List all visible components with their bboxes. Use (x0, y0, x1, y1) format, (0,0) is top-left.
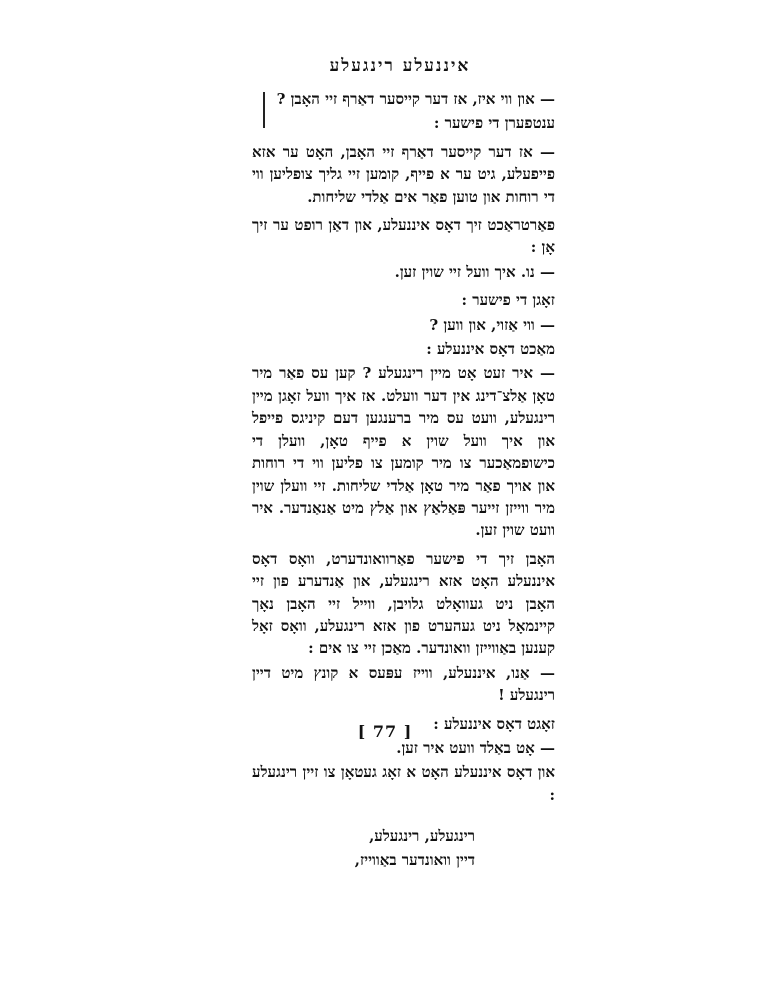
paragraph: האָבן זיך די פישער פאַרוואונדערט, וואָס דאָס איננעלע האָט אזא רינגעלע, און אַנדערע פון זיי האָבן ניט געוואָלט גלויבן, ווייל זיי האָבן נאָך קיינמאָל ניט געהערט פון אזא רינגעלע, וואָס זאָל קענען באַווייזן וואונדער. מאַכן זיי צו אים : (252, 549, 555, 658)
paragraph: — אַנו, איננעלע, ווייז עפּעס א קונץ מיט דיין רינגעלע ! (252, 663, 555, 705)
paragraph: מאַכט דאָס איננעלע : (426, 340, 555, 359)
paragraph: זאָגן די פישער : (461, 291, 555, 310)
running-head: איננעלע רינגעלע (329, 56, 471, 76)
paragraph: — אז דער קייסער דאַרף זיי האָבן, האָט ער אזא פייפעלע, גיט ער א פייף, קומען זיי גליך צופליען ווי די רוחות און טוען פאַר אים אַלדי שליחות. (252, 142, 555, 206)
verse (252, 824, 555, 872)
paragraph: — אָט באַלד וועט איר זען. (396, 738, 555, 757)
body-text (252, 88, 555, 872)
paragraph: — נו. איך וועל זיי שוין זען. (394, 262, 555, 281)
paragraph: — איר זעט אָט מיין רינגעלע ? קען עס פאַר מיר טאָן אַלצ־דינג אין דער וועלט. אז איך וועל זאָגן מיין רינגעלע, וועט עס מיר ברענגען דעם קיניגס פייפל און איך וועל שוין א פייף טאָן, וועלן די כישופמאַכער צו מיר קומען צו פליען ווי די רוחות און אויך פאַר מיר טאָן אַלדי שליחות. זיי וועלן שוין מיר ווייזן זייער פּאַלאַץ און אַלץ מיט אַנאַנדער. איר וועט שוין זען. (252, 364, 555, 540)
paragraph: — ווי אַזוי, און ווען ? (429, 315, 555, 334)
paragraph: ענטפערן די פישער : (433, 114, 555, 133)
paragraph: און דאָס איננעלע האָט א זאָג געטאָן צו זיין רינגעלע : (252, 763, 555, 804)
verse-line: רינגעלע, רינגעלע, (369, 827, 475, 846)
paragraph: זאָגט דאָס איננעלע : (433, 714, 555, 733)
paragraph: — און ווי איז, אז דער קייסער דאַרף זיי האָבן ? (276, 90, 555, 108)
paragraph: פאַרטראַכט זיך דאָס איננעלע, און דאַן רופט ער זיך אָן : (252, 216, 555, 257)
verse-line: דיין וואונדער באַווייז, (354, 851, 475, 870)
page-number: [ 77 ] (357, 722, 413, 741)
